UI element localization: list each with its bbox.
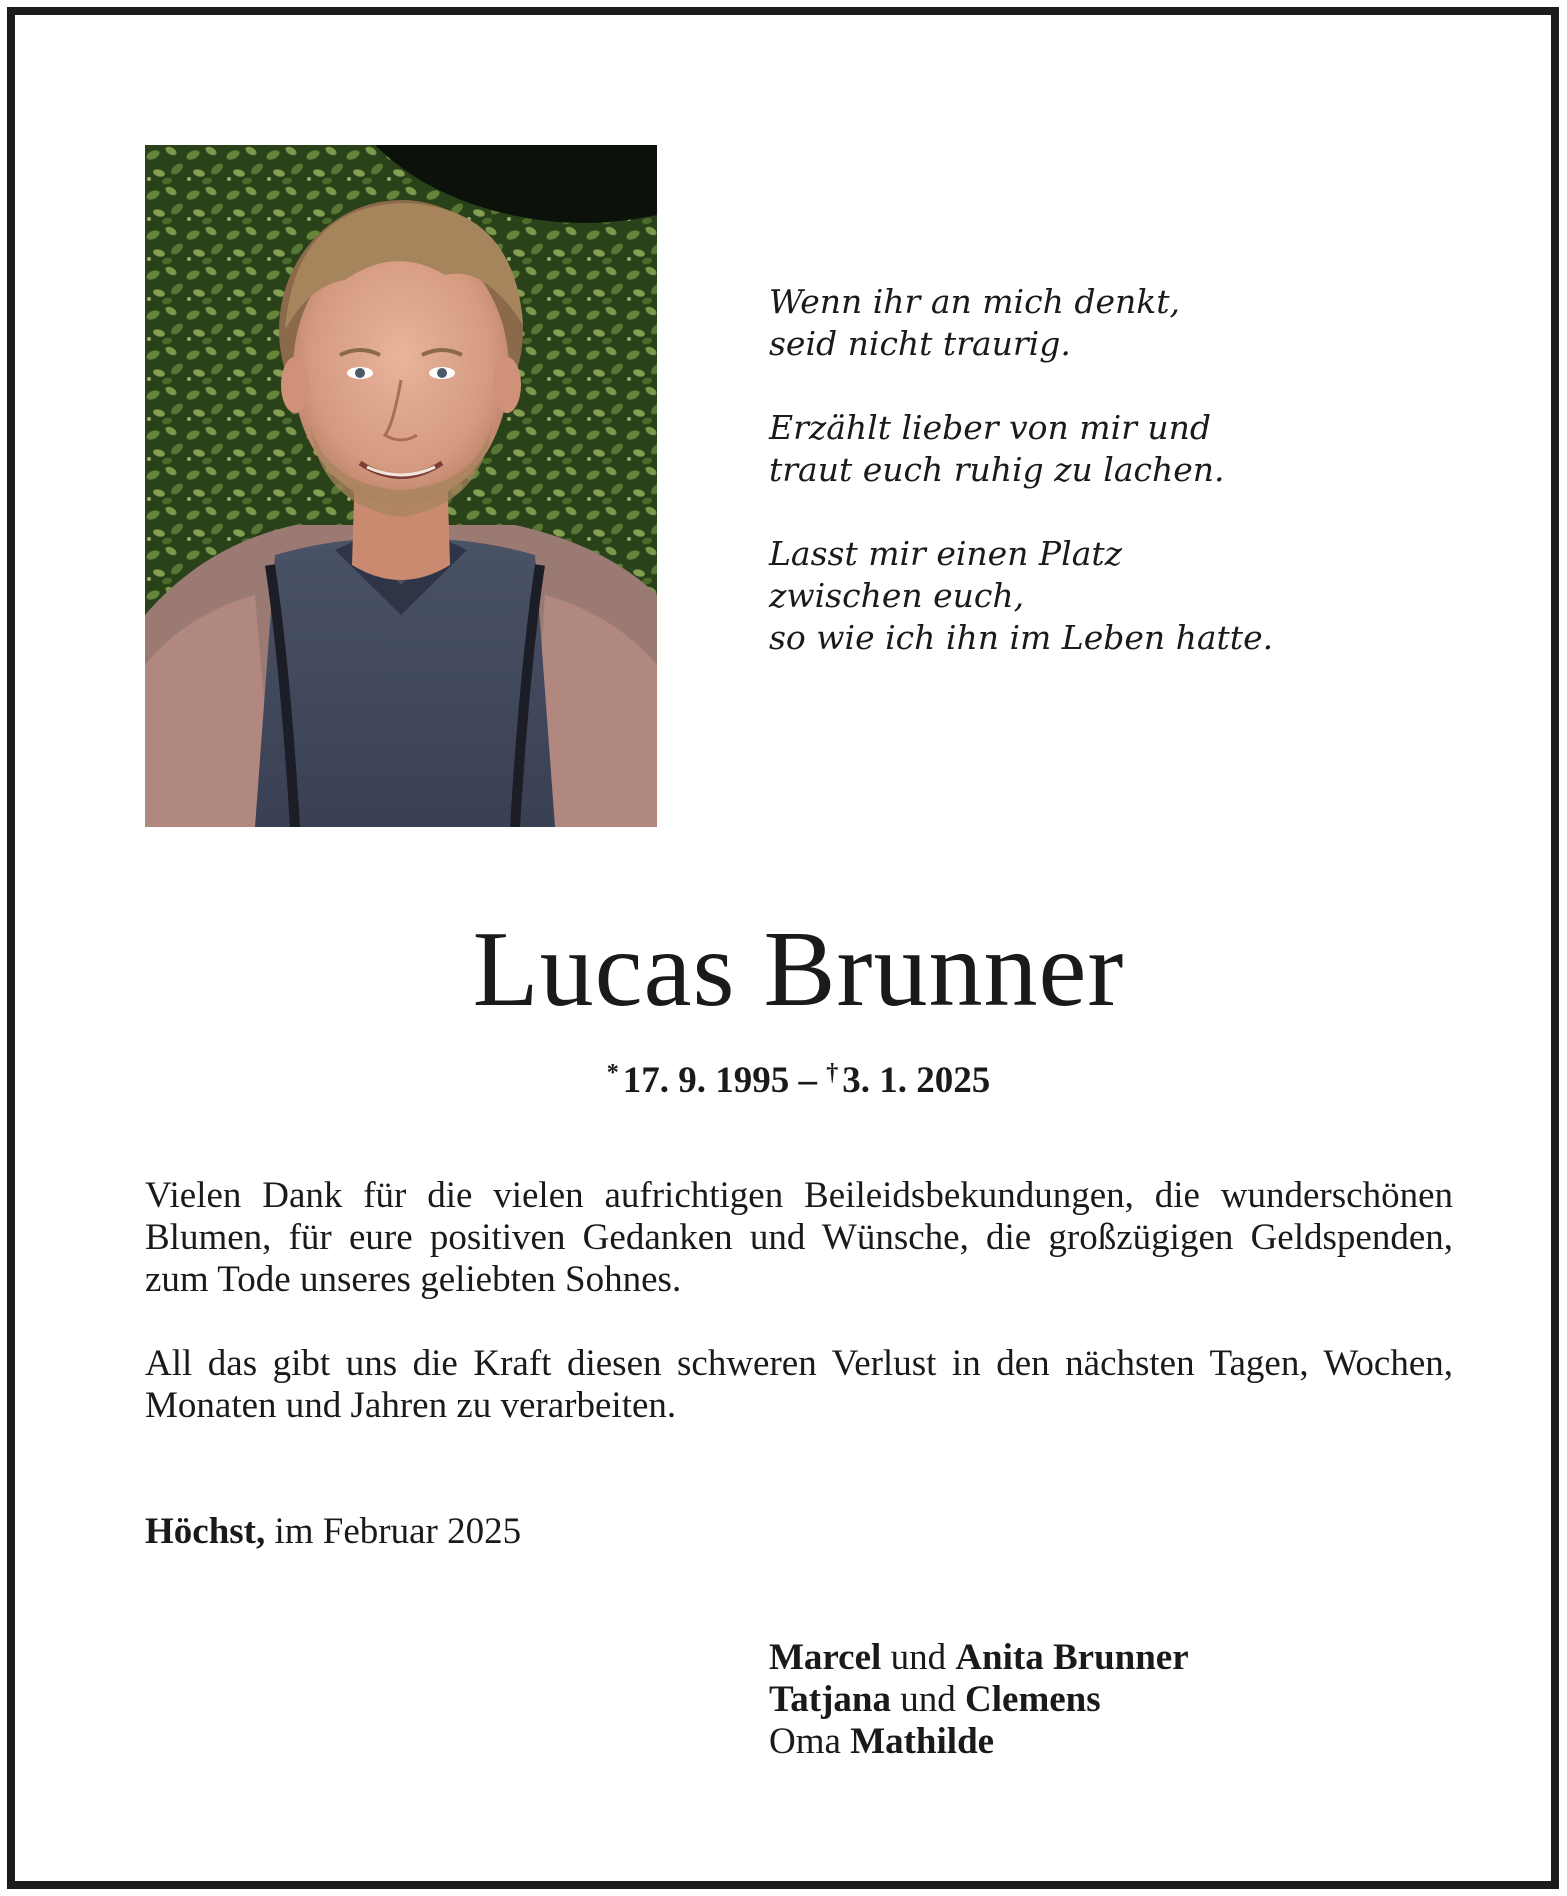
memorial-poem — [769, 281, 1469, 701]
poem-line: Erzählt lieber von mir und — [769, 408, 1212, 447]
birth-date: 17. 9. 1995 — [622, 1060, 790, 1101]
signature-name: Mathilde — [850, 1721, 995, 1762]
thank-you-paragraph: All das gibt uns die Kraft diesen schweren Verlust in den nächsten Tagen, Wochen, Monaten und Jahren zu verarbeiten. — [145, 1343, 1453, 1426]
signature-line — [769, 1637, 1189, 1679]
poem-line: traut euch ruhig zu lachen. — [769, 450, 1225, 489]
poem-line: zwischen euch, — [769, 576, 1025, 615]
birth-symbol: * — [606, 1060, 619, 1086]
signature-line — [769, 1721, 1189, 1763]
thank-you-text — [145, 1175, 1453, 1469]
poem-stanza — [769, 407, 1469, 491]
signature-line — [769, 1679, 1189, 1721]
portrait-photo — [145, 145, 657, 827]
poem-stanza — [769, 281, 1469, 365]
death-symbol: † — [826, 1060, 839, 1086]
thank-you-paragraph: Vielen Dank für die vielen aufrichtigen Beileidsbekundungen, die wunderschönen Blumen, für eure positiven Gedanken und Wünsche, die großzügigen Geldspenden, zum Tode unseres geliebten Sohnes. — [145, 1175, 1453, 1300]
poem-line: Lasst mir einen Platz — [769, 534, 1123, 573]
signature-conjunction: und — [900, 1679, 956, 1720]
portrait-illustration — [145, 145, 657, 827]
date-dash: – — [798, 1060, 817, 1101]
signature-name: Marcel — [769, 1637, 882, 1678]
poem-line: seid nicht traurig. — [769, 324, 1071, 363]
poem-line: so wie ich ihn im Leben hatte. — [769, 618, 1274, 657]
signature-prefix: Oma — [769, 1721, 841, 1762]
signature-conjunction: und — [890, 1637, 947, 1678]
poem-stanza — [769, 533, 1469, 659]
life-dates — [15, 1051, 1567, 1103]
signature-name: Anita Brunner — [955, 1637, 1189, 1678]
death-date: 3. 1. 2025 — [842, 1060, 991, 1101]
place-and-date — [145, 1511, 521, 1553]
place-date: im Februar 2025 — [274, 1511, 522, 1552]
poem-line: Wenn ihr an mich denkt, — [769, 282, 1180, 321]
family-signature — [769, 1637, 1189, 1763]
deceased-name: Lucas Brunner — [472, 910, 1125, 1029]
signature-name: Tatjana — [769, 1679, 892, 1720]
place-town: Höchst, — [145, 1511, 266, 1552]
signature-name: Clemens — [965, 1679, 1101, 1720]
notice-frame — [7, 7, 1559, 1889]
